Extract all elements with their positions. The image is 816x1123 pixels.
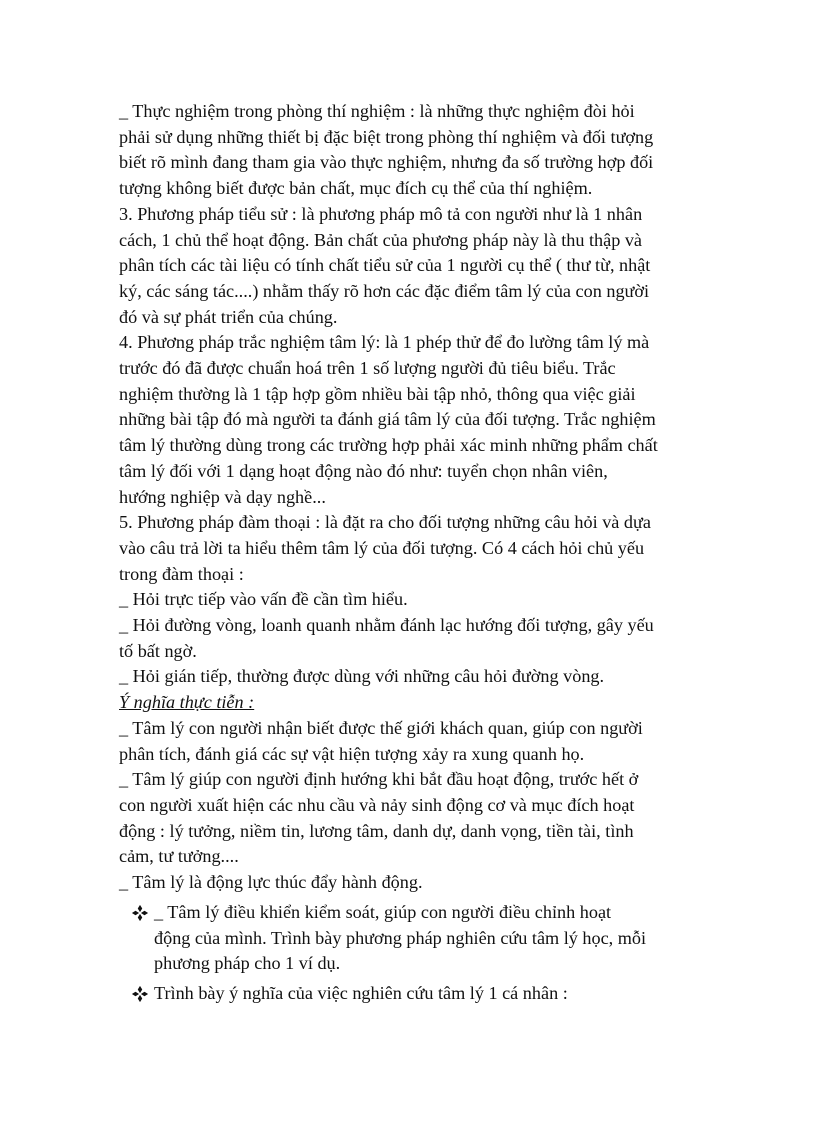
text-line: Trình bày ý nghĩa của việc nghiên cứu tâm lý 1 cá nhân : xyxy=(154,982,568,1003)
text-line: biết rõ mình đang tham gia vào thực nghiệm, nhưng đa số trường hợp đối xyxy=(119,152,654,173)
text-line: _ Hỏi gián tiếp, thường được dùng với những câu hỏi đường vòng. xyxy=(119,666,605,687)
text-line: phải sử dụng những thiết bị đặc biệt trong phòng thí nghiệm và đối tượng xyxy=(119,126,654,147)
bullet-item xyxy=(119,900,704,977)
methods-section xyxy=(119,99,704,690)
bullet-list xyxy=(119,900,704,1007)
text-line: phương pháp cho 1 ví dụ. xyxy=(154,953,341,974)
paragraph xyxy=(119,664,704,690)
text-line: nghiệm thường là 1 tập hợp gồm nhiều bài tập nhỏ, thông qua việc giải xyxy=(119,383,636,404)
paragraph xyxy=(119,716,704,767)
text-line: vào câu trả lời ta hiểu thêm tâm lý của đối tượng. Có 4 cách hỏi chủ yếu xyxy=(119,537,645,558)
paragraph xyxy=(119,510,704,587)
text-line: tâm lý thường dùng trong các trường hợp phải xác minh những phẩm chất xyxy=(119,435,658,456)
text-line: _ Hỏi đường vòng, loanh quanh nhằm đánh lạc hướng đối tượng, gây yếu xyxy=(119,615,654,636)
text-line: _ Tâm lý điều khiển kiểm soát, giúp con người điều chỉnh hoạt xyxy=(154,901,612,922)
text-line: trước đó đã được chuẩn hoá trên 1 số lượng người đủ tiêu biểu. Trắc xyxy=(119,358,616,379)
text-line: tượng không biết được bản chất, mục đích cụ thể của thí nghiệm. xyxy=(119,178,593,199)
text-line: phân tích các tài liệu có tính chất tiểu sử của 1 người cụ thể ( thư từ, nhật xyxy=(119,255,651,276)
document-page xyxy=(119,99,704,1007)
text-line: đó và sự phát triển của chúng. xyxy=(119,306,338,327)
text-line: cách, 1 chủ thể hoạt động. Bản chất của phương pháp này là thu thập và xyxy=(119,229,643,250)
text-line: 4. Phương pháp trắc nghiệm tâm lý: là 1 phép thử để đo lường tâm lý mà xyxy=(119,332,650,353)
text-line: _ Tâm lý là động lực thúc đẩy hành động. xyxy=(119,872,423,893)
text-line: phân tích, đánh giá các sự vật hiện tượng xảy ra xung quanh họ. xyxy=(119,743,585,764)
text-line: cảm, tư tưởng.... xyxy=(119,846,239,867)
section-heading: Ý nghĩa thực tiễn : xyxy=(119,692,255,713)
text-line: con người xuất hiện các nhu cầu và nảy sinh động cơ và mục đích hoạt xyxy=(119,794,635,815)
text-line: ký, các sáng tác....) nhằm thấy rõ hơn các đặc điểm tâm lý của con người xyxy=(119,280,650,301)
text-line: những bài tập đó mà người ta đánh giá tâm lý của đối tượng. Trắc nghiệm xyxy=(119,409,656,430)
text-line: trong đàm thoại : xyxy=(119,563,244,584)
text-line: _ Thực nghiệm trong phòng thí nghiệm : là những thực nghiệm đòi hỏi xyxy=(119,101,635,121)
text-line: _ Hỏi trực tiếp vào vấn đề cần tìm hiểu. xyxy=(119,589,408,610)
paragraph xyxy=(119,99,704,202)
text-line: 5. Phương pháp đàm thoại : là đặt ra cho đối tượng những câu hỏi và dựa xyxy=(119,512,651,533)
text-line: _ Tâm lý giúp con người định hướng khi bắt đầu hoạt động, trước hết ở xyxy=(119,769,639,790)
text-line: động : lý tưởng, niềm tin, lương tâm, danh dự, danh vọng, tiền tài, tình xyxy=(119,820,634,841)
four-diamond-bullet-icon xyxy=(131,904,149,922)
paragraph xyxy=(119,870,704,896)
text-line: động của mình. Trình bày phương pháp nghiên cứu tâm lý học, mỗi xyxy=(154,927,647,948)
paragraph xyxy=(119,767,704,870)
text-line: tâm lý đối với 1 dạng hoạt động nào đó như: tuyển chọn nhân viên, xyxy=(119,460,608,481)
text-line: tố bất ngờ. xyxy=(119,640,197,661)
paragraph xyxy=(119,202,704,331)
text-line: _ Tâm lý con người nhận biết được thế giới khách quan, giúp con người xyxy=(119,717,643,738)
bullet-item xyxy=(119,981,704,1007)
paragraph xyxy=(119,330,704,510)
paragraph xyxy=(119,587,704,613)
four-diamond-bullet-icon xyxy=(131,985,149,1003)
meaning-section xyxy=(119,716,704,896)
paragraph xyxy=(119,613,704,664)
text-line: 3. Phương pháp tiểu sử : là phương pháp mô tả con người như là 1 nhân xyxy=(119,203,643,224)
text-line: hướng nghiệp và dạy nghề... xyxy=(119,486,326,507)
